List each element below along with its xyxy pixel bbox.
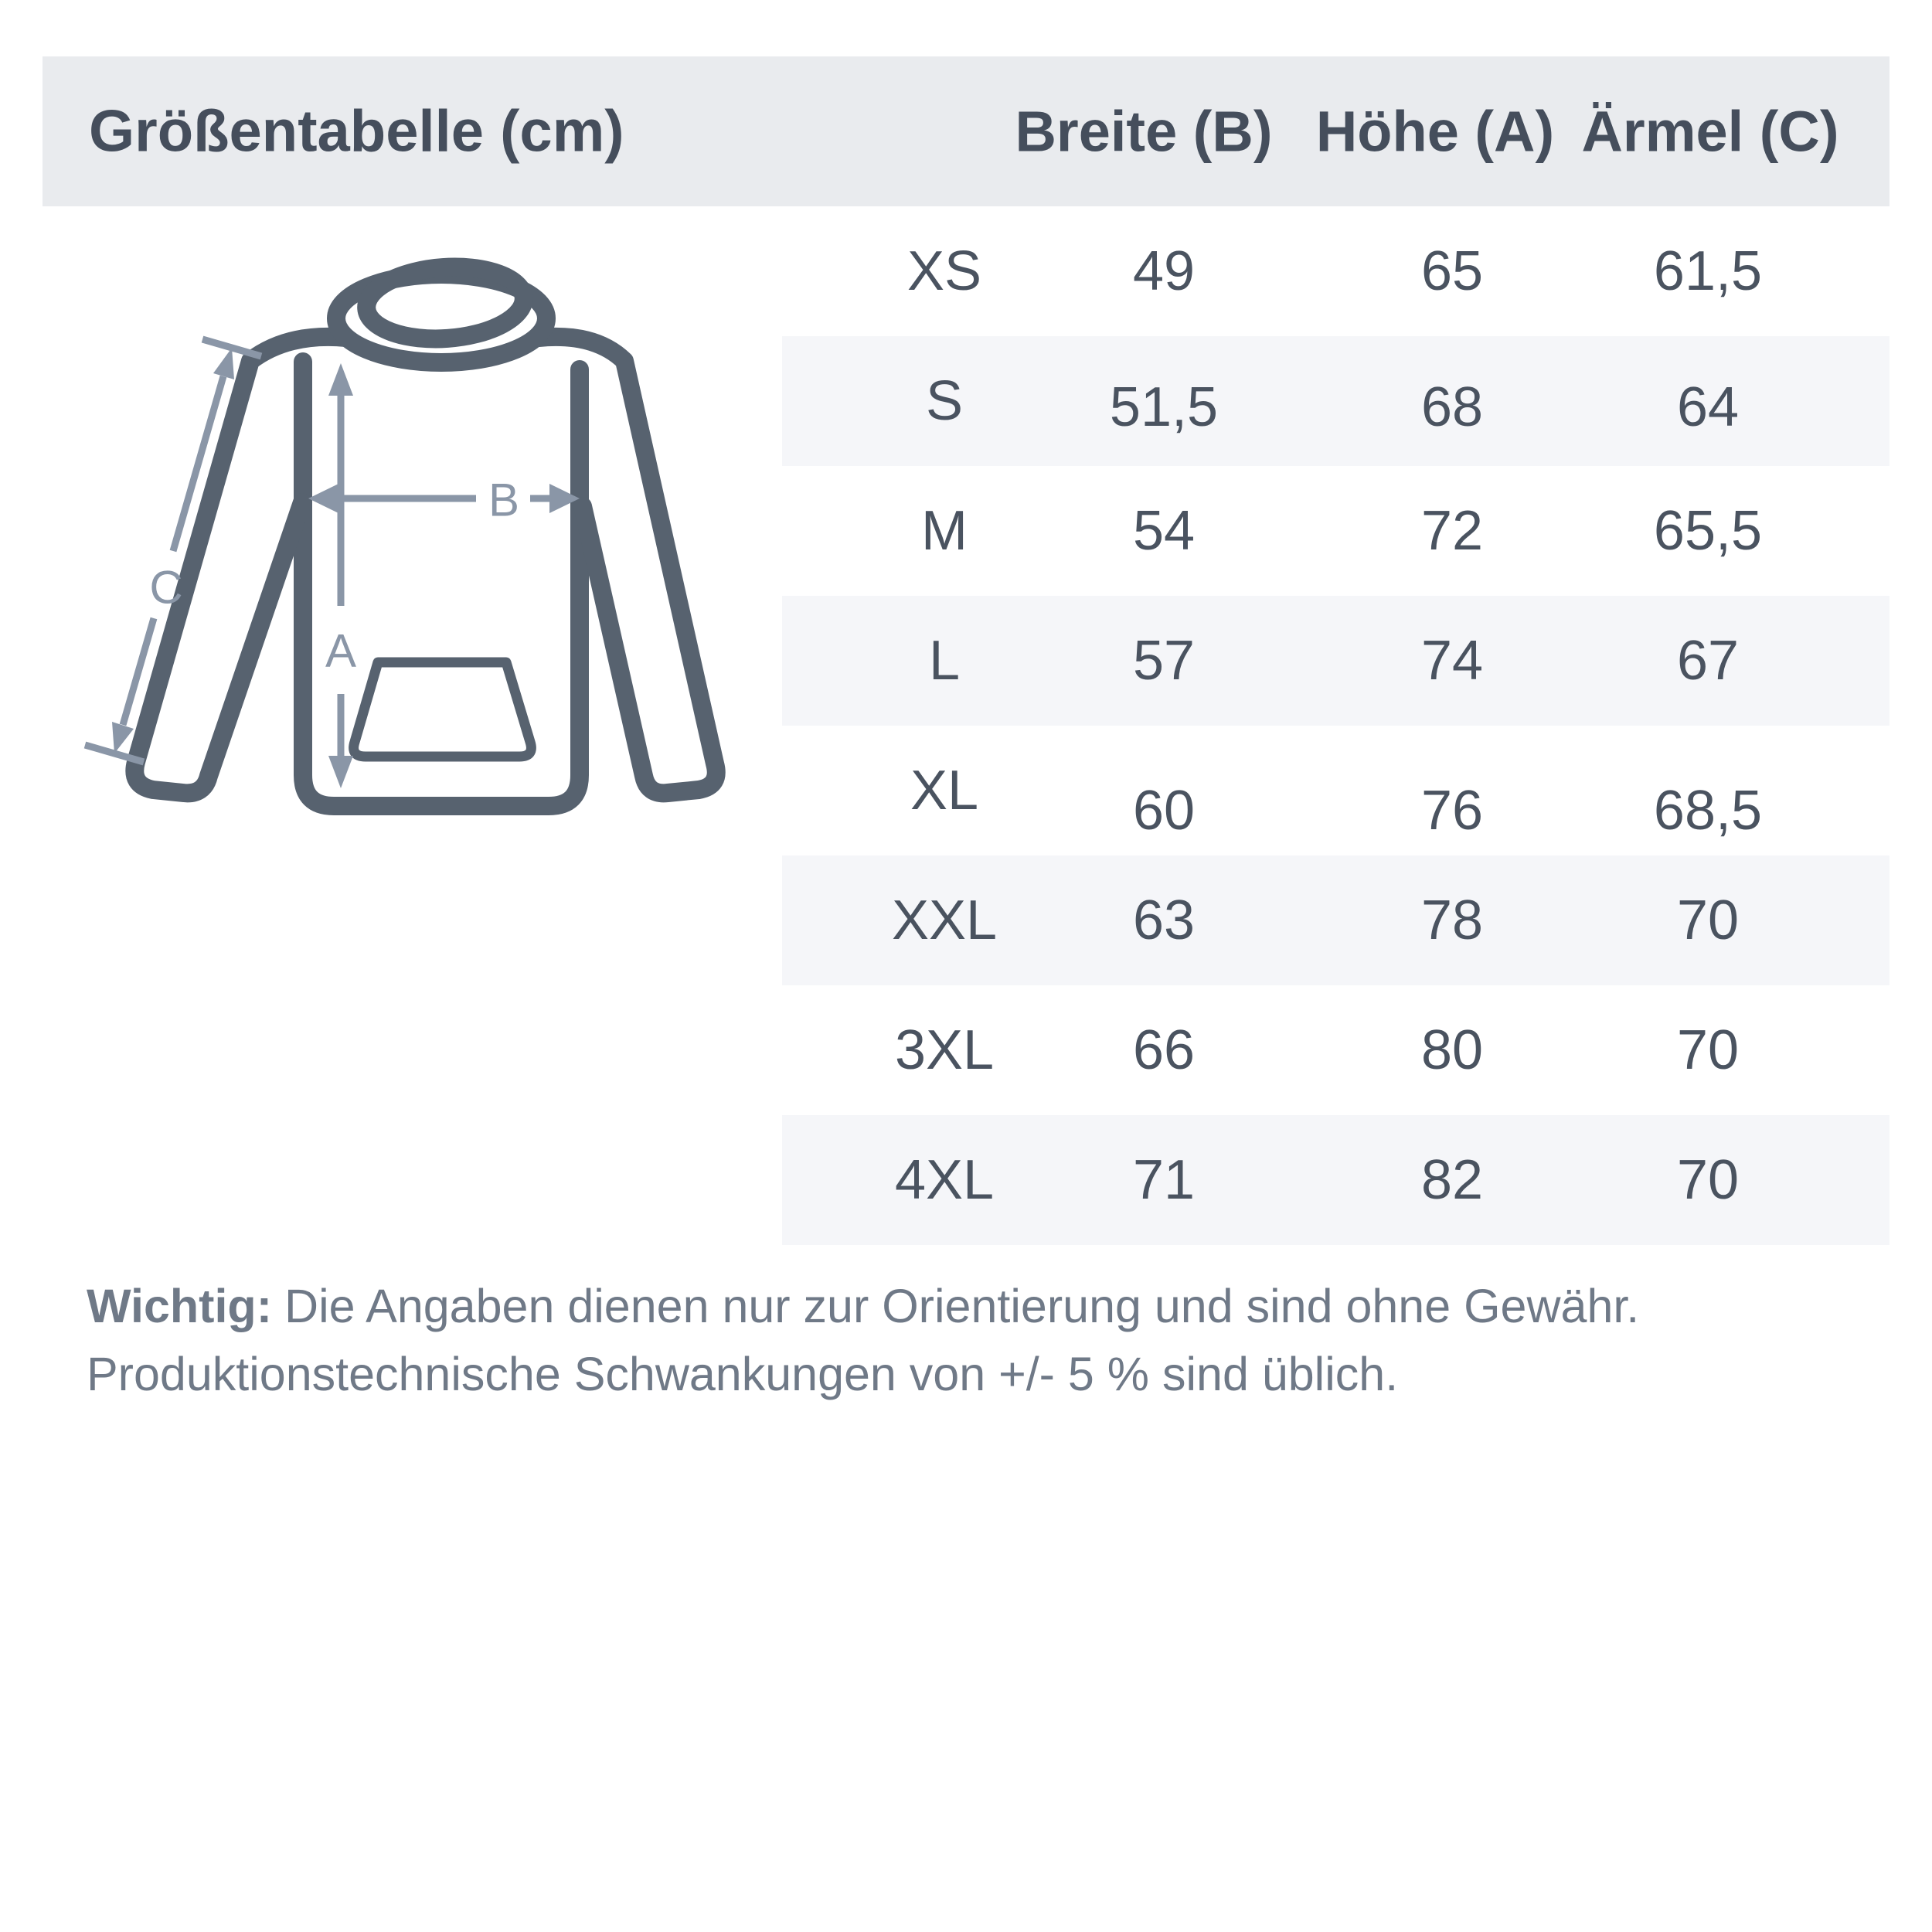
- dimension-arrow-b: [308, 474, 580, 526]
- column-header-aermel: Ärmel (C): [1581, 99, 1839, 164]
- size-value: 65: [1420, 240, 1484, 302]
- dimension-label-a: A: [325, 624, 357, 677]
- hoodie-outline: [134, 262, 716, 806]
- size-value: 67: [1676, 630, 1740, 692]
- dimension-label-c: C: [149, 561, 183, 614]
- table-row: [782, 466, 1889, 596]
- dimension-arrow-a: [325, 363, 356, 788]
- size-label: S: [925, 370, 964, 432]
- table-row: [782, 855, 1889, 985]
- size-value: 60: [1132, 780, 1196, 842]
- size-label: M: [921, 500, 968, 562]
- size-label: 4XL: [894, 1149, 995, 1211]
- size-chart-header: [43, 56, 1889, 206]
- size-value: 70: [1676, 1149, 1740, 1211]
- size-value: 78: [1420, 889, 1484, 951]
- size-label: XXL: [891, 889, 998, 951]
- disclaimer-line-1: Wichtig: Die Angaben dienen nur zur Orientierung und sind ohne Gewähr.: [87, 1280, 1640, 1332]
- size-value: 63: [1132, 889, 1196, 951]
- disclaimer-line-2: Produktionstechnische Schwankungen von +/- 5 % sind üblich.: [87, 1348, 1399, 1400]
- hoodie-left-sleeve: [134, 337, 346, 793]
- size-value: 68: [1420, 376, 1484, 438]
- size-value: 80: [1420, 1019, 1484, 1081]
- hoodie-pocket: [354, 662, 532, 757]
- size-value: 74: [1420, 630, 1484, 692]
- column-header-hoehe: Höhe (A): [1315, 99, 1555, 164]
- size-value: 64: [1676, 376, 1740, 438]
- table-row: [782, 596, 1889, 726]
- size-value: 70: [1676, 1019, 1740, 1081]
- size-value: 72: [1420, 500, 1484, 562]
- disclaimer-label: Wichtig:: [87, 1280, 273, 1332]
- hood-outer-ring: [336, 274, 546, 362]
- size-value: 54: [1132, 500, 1196, 562]
- hood-inner-ring: [364, 262, 526, 344]
- size-value: 71: [1132, 1149, 1196, 1211]
- table-row: [782, 336, 1889, 466]
- table-row: [782, 726, 1889, 855]
- size-value: 66: [1132, 1019, 1196, 1081]
- size-value: 57: [1132, 630, 1196, 692]
- size-label: 3XL: [894, 1019, 995, 1081]
- size-label: L: [928, 630, 961, 692]
- dimension-arrow-c: [85, 339, 261, 762]
- size-value: 51,5: [1109, 376, 1219, 438]
- size-label: XS: [906, 240, 982, 302]
- hoodie-body: [303, 362, 580, 806]
- table-row: [782, 985, 1889, 1115]
- size-value: 61,5: [1653, 240, 1763, 302]
- size-value: 65,5: [1653, 500, 1763, 562]
- page-title: Größentabelle (cm): [89, 98, 624, 165]
- size-value: 49: [1132, 240, 1196, 302]
- table-row: [782, 1115, 1889, 1245]
- size-value: 70: [1676, 889, 1740, 951]
- table-row: [782, 206, 1889, 336]
- column-header-breite: Breite (B): [1015, 99, 1273, 164]
- hoodie-right-sleeve: [539, 337, 716, 793]
- size-label: XL: [910, 760, 979, 821]
- size-value: 68,5: [1653, 780, 1763, 842]
- disclaimer-note: [87, 1272, 1864, 1408]
- size-value: 82: [1420, 1149, 1484, 1211]
- size-value: 76: [1420, 780, 1484, 842]
- dimension-label-b: B: [488, 474, 520, 526]
